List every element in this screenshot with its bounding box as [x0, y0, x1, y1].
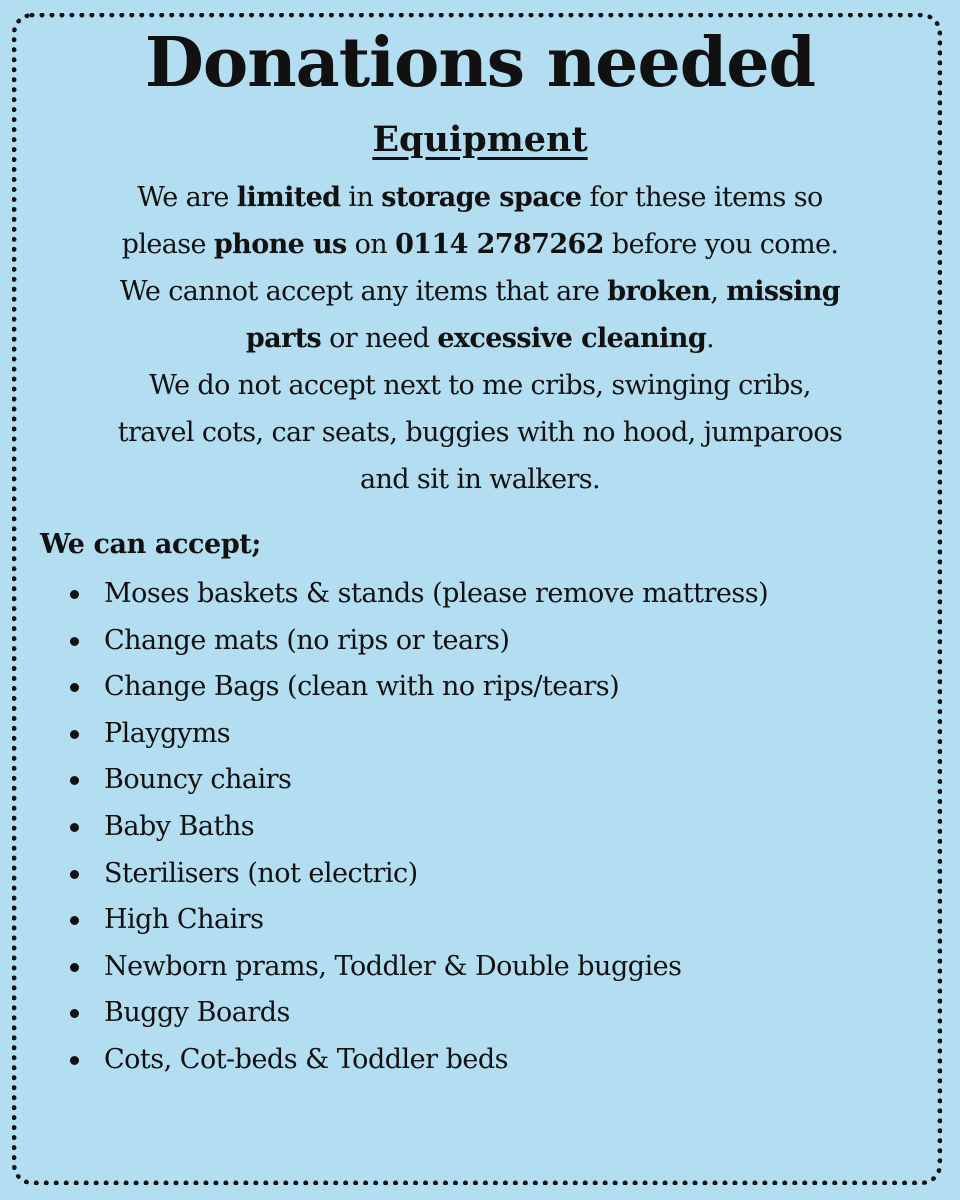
list-item-text: Bouncy chairs	[104, 764, 292, 796]
list-item	[62, 757, 942, 804]
body-text: travel cots, car seats, buggies with no hood, jumparoos	[117, 417, 843, 448]
body-text: We do not accept next to me cribs, swinging cribs,	[149, 370, 811, 401]
emphasis-text: missing	[726, 276, 841, 307]
list-item-text: Change Bags (clean with no rips/tears)	[104, 671, 620, 703]
bullet-icon	[70, 870, 79, 879]
emphasis-text: 0114 2787262	[395, 229, 604, 260]
body-text: and sit in walkers.	[359, 464, 600, 495]
emphasis-text: storage space	[381, 182, 582, 213]
intro-line	[20, 409, 940, 456]
bullet-icon	[70, 730, 79, 739]
intro-line	[20, 268, 940, 315]
list-item	[62, 571, 942, 618]
list-item	[62, 711, 942, 758]
list-item-text: Moses baskets & stands (please remove mattress)	[104, 578, 769, 609]
bullet-icon	[70, 1056, 79, 1065]
list-item-text: Newborn prams, Toddler & Double buggies	[104, 950, 682, 982]
intro-line	[20, 174, 940, 221]
body-text: please	[121, 229, 214, 260]
bullet-icon	[70, 823, 79, 832]
body-text: before you come.	[603, 229, 839, 260]
emphasis-text: parts	[245, 323, 322, 354]
body-text: in	[340, 182, 382, 213]
list-item	[62, 1037, 942, 1084]
emphasis-text: broken	[607, 276, 711, 307]
body-text: We cannot accept any items that are	[119, 276, 608, 307]
intro-line	[20, 362, 940, 409]
body-text: on	[346, 229, 396, 260]
list-item-text: Buggy Boards	[104, 997, 290, 1029]
emphasis-text: phone us	[213, 229, 347, 260]
list-item-text: Playgyms	[104, 717, 231, 749]
bullet-icon	[70, 1009, 79, 1018]
bullet-icon	[70, 776, 79, 785]
body-text: We are	[137, 182, 237, 213]
list-item-text: Baby Baths	[104, 810, 255, 842]
intro-line	[20, 221, 940, 268]
list-item	[62, 664, 942, 711]
accept-heading: We can accept;	[40, 529, 261, 560]
list-item	[62, 944, 942, 991]
section-subtitle-text: Equipment	[372, 119, 588, 160]
bullet-icon	[70, 916, 79, 925]
list-item-text: Cots, Cot-beds & Toddler beds	[104, 1043, 509, 1075]
poster-title: Donations needed	[144, 23, 816, 103]
body-text: .	[706, 323, 715, 354]
list-item	[62, 618, 942, 665]
body-text: or need	[321, 323, 438, 354]
emphasis-text: excessive cleaning	[437, 323, 707, 354]
bullet-icon	[70, 637, 79, 646]
body-text: for these items so	[581, 182, 823, 213]
emphasis-text: limited	[236, 182, 341, 213]
intro-line	[20, 456, 940, 503]
intro-line	[20, 315, 940, 362]
list-item	[62, 990, 942, 1037]
bullet-icon	[70, 683, 79, 692]
bullet-icon	[70, 963, 79, 972]
list-item-text: High Chairs	[104, 904, 264, 936]
body-text: ,	[710, 276, 727, 307]
list-item-text: Sterilisers (not electric)	[104, 857, 418, 889]
section-subtitle	[0, 117, 960, 163]
list-item	[62, 851, 942, 898]
intro-text	[20, 174, 940, 503]
accept-list	[62, 571, 942, 1084]
bullet-icon	[70, 590, 79, 599]
list-item	[62, 804, 942, 851]
list-item-text: Change mats (no rips or tears)	[104, 624, 510, 656]
list-item	[62, 897, 942, 944]
